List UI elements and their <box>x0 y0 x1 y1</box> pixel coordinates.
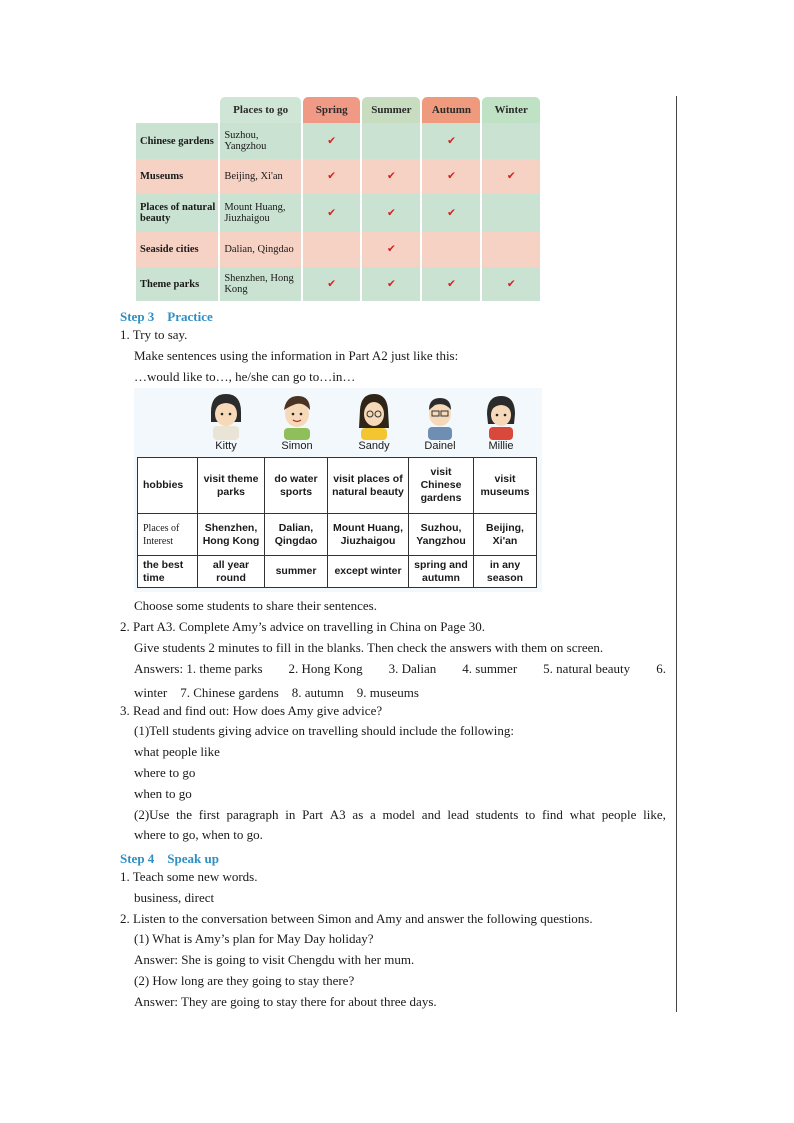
table-row <box>138 458 537 514</box>
header-winter: Winter <box>482 97 540 123</box>
travel-table <box>134 97 542 301</box>
word: and <box>421 807 441 822</box>
word: people <box>601 807 637 822</box>
word: first <box>198 807 220 822</box>
tick-winter <box>482 194 540 232</box>
characters-table <box>137 457 537 588</box>
row-places: Mount Huang, Jiuzhaigou <box>220 194 301 232</box>
table-row <box>138 514 537 556</box>
step3-item2: 2. Part A3. Complete Amy’s advice on travelling in China on Page 30. <box>120 619 486 634</box>
table-cell: all year round <box>198 556 265 588</box>
row-category: Places of natural beauty <box>136 194 218 232</box>
row-category: Museums <box>136 159 218 194</box>
header-spring: Spring <box>303 97 360 123</box>
include-item: what people like <box>134 744 220 759</box>
table-cell: except winter <box>328 556 409 588</box>
model-line-1 <box>134 807 666 823</box>
word: as <box>352 807 364 822</box>
table-cell: do water sports <box>265 458 328 514</box>
answer-part: 2. Hong Kong <box>288 661 363 676</box>
tick-summer: ✔ <box>362 159 420 194</box>
table-row <box>136 123 540 159</box>
header-summer: Summer <box>362 97 420 123</box>
sandy-icon <box>351 390 397 440</box>
table-cell: visit theme parks <box>198 458 265 514</box>
header-autumn: Autumn <box>422 97 480 123</box>
row-places: Beijing, Xi'an <box>220 159 301 194</box>
character-name: Kitty <box>215 440 237 452</box>
step3-item1: 1. Try to say. <box>120 327 188 342</box>
tick-summer: ✔ <box>362 232 420 267</box>
table-cell: spring and autumn <box>409 556 474 588</box>
character-name: Millie <box>488 440 514 452</box>
row-category: Seaside cities <box>136 232 218 267</box>
table-cell: Beijing, Xi'an <box>474 514 537 556</box>
character-name: Dainel <box>424 440 456 452</box>
character-sandy <box>344 390 404 452</box>
step4-a2: Answer: They are going to stay there for about three days. <box>134 994 437 1009</box>
character-name: Sandy <box>358 440 390 452</box>
word: like, <box>643 807 666 822</box>
word: A3 <box>329 807 346 822</box>
row-category: Theme parks <box>136 267 218 301</box>
tick-autumn: ✔ <box>422 123 480 159</box>
step4-item2: 2. Listen to the conversation between Simon and Amy and answer the following questions. <box>120 911 593 926</box>
simon-icon <box>274 390 320 440</box>
row-places: Suzhou, Yangzhou <box>220 123 301 159</box>
step3-give: Give students 2 minutes to fill in the blanks. Then check the answers with them on screen. <box>134 640 604 655</box>
header-blank <box>136 97 218 123</box>
table-cell: visit Chinese gardens <box>409 458 474 514</box>
tick-winter: ✔ <box>482 159 540 194</box>
step4-q2: (2) How long are they going to stay there? <box>134 973 355 988</box>
table-row <box>136 267 540 301</box>
answer-part: 3. Dalian <box>388 661 437 676</box>
tick-spring: ✔ <box>303 194 360 232</box>
table-row <box>136 232 540 267</box>
character-dainel <box>410 390 470 452</box>
word: students <box>475 807 519 822</box>
table-cell: in any season <box>474 556 537 588</box>
model-line-2: where to go, when to go. <box>134 827 263 842</box>
tick-spring: ✔ <box>303 267 360 301</box>
row-places: Dalian, Qingdao <box>220 232 301 267</box>
tick-winter <box>482 123 540 159</box>
tick-spring: ✔ <box>303 123 360 159</box>
character-simon <box>267 390 327 452</box>
tick-autumn: ✔ <box>422 159 480 194</box>
answers-line-1 <box>134 661 666 677</box>
word: to <box>525 807 536 822</box>
tick-autumn: ✔ <box>422 194 480 232</box>
answer-part: Answers: 1. theme parks <box>134 661 263 676</box>
table-row <box>138 556 537 588</box>
millie-icon <box>478 390 524 440</box>
step3-pattern: …would like to…, he/she can go to…in… <box>134 369 356 384</box>
table-row <box>136 159 540 194</box>
word: lead <box>447 807 469 822</box>
word: find <box>541 807 563 822</box>
word: (2)Use <box>134 807 170 822</box>
table-cell: summer <box>265 556 328 588</box>
tick-autumn: ✔ <box>422 267 480 301</box>
step4-q1: (1) What is Amy’s plan for May Day holiday? <box>134 931 374 946</box>
word: a <box>370 807 376 822</box>
answer-part: 4. summer <box>462 661 518 676</box>
tick-winter <box>482 232 540 267</box>
row-places: Shenzhen, Hong Kong <box>220 267 301 301</box>
table-cell: Suzhou, Yangzhou <box>409 514 474 556</box>
word: paragraph <box>226 807 279 822</box>
tick-spring <box>303 232 360 267</box>
step4-a1: Answer: She is going to visit Chengdu with her mum. <box>134 952 415 967</box>
step3-share: Choose some students to share their sentences. <box>134 598 377 613</box>
include-item: when to go <box>134 786 192 801</box>
travel-table-header <box>136 97 540 123</box>
table-cell: visit places of natural beauty <box>328 458 409 514</box>
characters-panel <box>134 388 542 592</box>
kitty-icon <box>203 390 249 440</box>
dainel-icon <box>417 390 463 440</box>
tick-autumn <box>422 232 480 267</box>
table-cell: visit museums <box>474 458 537 514</box>
table-cell: Dalian, Qingdao <box>265 514 328 556</box>
page-border-line <box>676 96 677 1012</box>
tick-summer: ✔ <box>362 194 420 232</box>
step3-tell: (1)Tell students giving advice on travelling should include the following: <box>134 723 514 738</box>
step4-words: business, direct <box>134 890 215 905</box>
tick-spring: ✔ <box>303 159 360 194</box>
step4-title: Step 4 Speak up <box>120 851 219 866</box>
answer-part: 5. natural beauty <box>543 661 631 676</box>
step3-item3: 3. Read and find out: How does Amy give advice? <box>120 703 383 718</box>
include-item: where to go <box>134 765 196 780</box>
row-category: Chinese gardens <box>136 123 218 159</box>
word: what <box>569 807 595 822</box>
word: in <box>285 807 296 822</box>
step3-title: Step 3 Practice <box>120 309 213 324</box>
word: Part <box>302 807 324 822</box>
step4-item1: 1. Teach some new words. <box>120 869 258 884</box>
tick-winter: ✔ <box>482 267 540 301</box>
table-cell: Shenzhen, Hong Kong <box>198 514 265 556</box>
step3-instruction: Make sentences using the information in Part A2 just like this: <box>134 348 459 363</box>
tick-summer <box>362 123 420 159</box>
character-kitty <box>196 390 256 452</box>
header-places: Places to go <box>220 97 301 123</box>
answers-line-2: winter 7. Chinese gardens 8. autumn 9. museums <box>134 685 419 700</box>
character-name: Simon <box>281 440 313 452</box>
table-row <box>136 194 540 232</box>
row-label: Places of Interest <box>138 514 198 556</box>
table-cell: Mount Huang, Jiuzhaigou <box>328 514 409 556</box>
answer-part: 6. <box>656 661 666 676</box>
character-millie <box>471 390 531 452</box>
row-label: hobbies <box>138 458 198 514</box>
row-label: the best time <box>138 556 198 588</box>
tick-summer: ✔ <box>362 267 420 301</box>
word: model <box>382 807 416 822</box>
word: the <box>176 807 193 822</box>
